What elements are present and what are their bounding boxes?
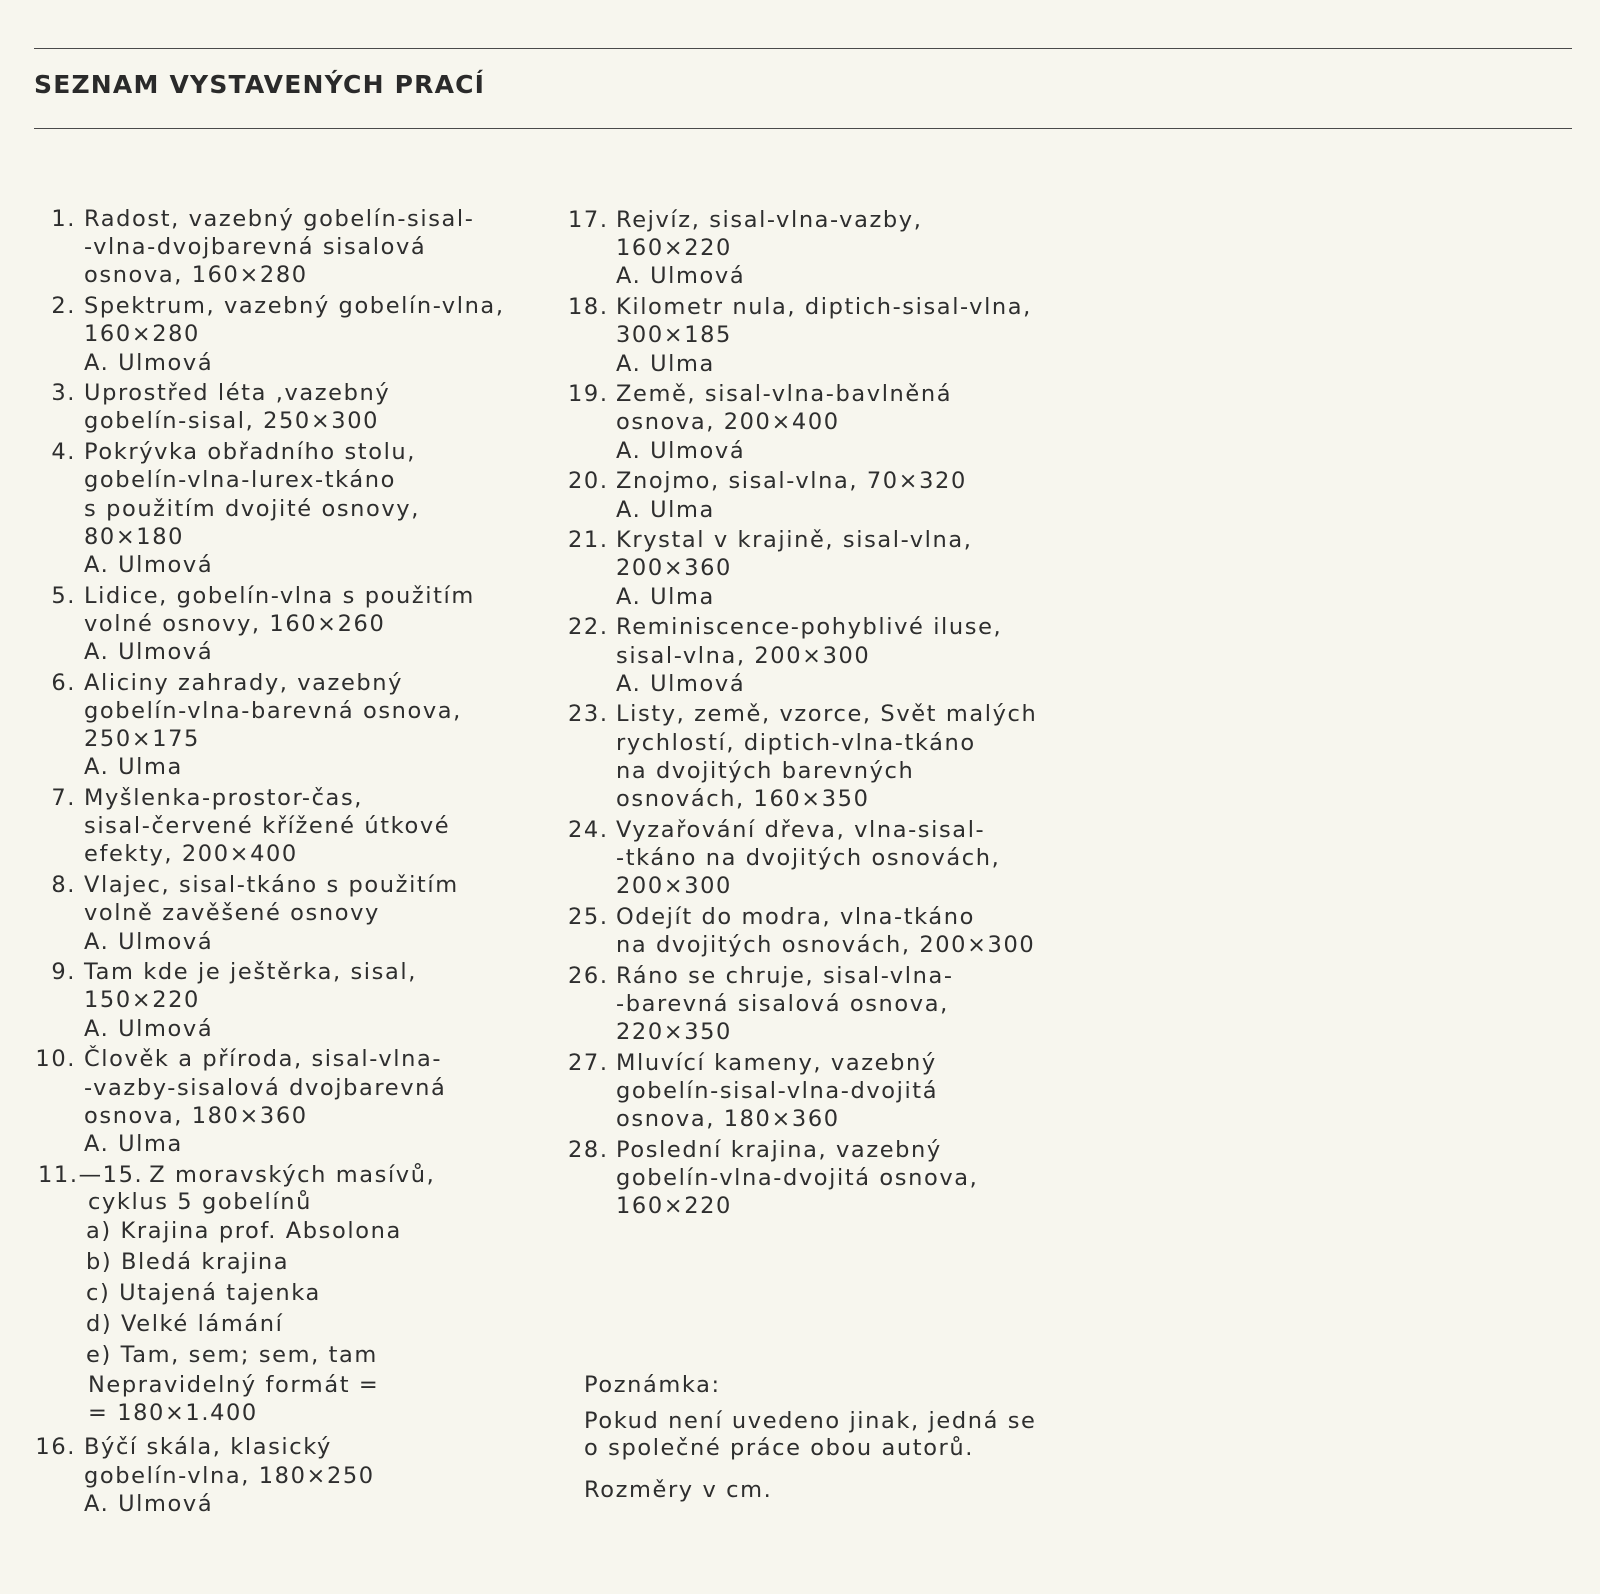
item-line: osnovách, 160×350 [616, 786, 870, 813]
item-line: Člověk a příroda, sisal-vlna- [84, 1046, 443, 1073]
item-line: na dvojitých barevných [616, 757, 915, 784]
note-text: o společné práce obou autorů. [584, 1435, 975, 1461]
item-number: 28. [568, 1137, 609, 1163]
top-rule [34, 48, 1572, 49]
item-line: Lidice, gobelín-vlna s použitím [84, 582, 475, 609]
item-line: 160×220 [616, 235, 732, 262]
item-line: volné osnovy, 160×260 [84, 610, 386, 637]
item-line: sisal-vlna, 200×300 [616, 642, 871, 669]
item-line: cyklus 5 gobelínů [88, 1189, 312, 1216]
item-line: 150×220 [84, 987, 200, 1014]
item-text [616, 816, 1038, 901]
item-line: efekty, 200×400 [84, 841, 298, 868]
item-line: -vlna-dvojbarevná sisalová [84, 234, 427, 261]
item-text [616, 206, 1038, 291]
item-text [616, 700, 1038, 813]
item-text [84, 292, 534, 377]
item-line: A. Ulmová [84, 551, 214, 578]
item-text [84, 784, 534, 869]
item-text [616, 962, 1038, 1047]
item-number: 21. [568, 527, 609, 554]
item-line: A. Ulma [84, 1131, 183, 1157]
item-line: sisal-červené křížené útkové [84, 813, 451, 840]
item-line: Radost, vazebný gobelín-sisal- [84, 206, 475, 232]
item-line: Země, sisal-vlna-bavlněná [616, 381, 953, 408]
note-heading: Poznámka: [584, 1372, 721, 1398]
item-line: Reminiscence-pohyblivé iluse, [616, 614, 1003, 641]
cycle-sub-item: b) Bledá krajina [86, 1249, 290, 1276]
item-number: 24. [568, 816, 609, 843]
item-line: Rejvíz, sisal-vlna-vazby, [616, 207, 923, 233]
item-number: 4. [51, 439, 76, 466]
list-item [34, 582, 534, 667]
cycle-format: = 180×1.400 [88, 1400, 258, 1427]
dimensions-note: Rozměry v cm. [584, 1476, 773, 1503]
title-underline [34, 128, 1572, 129]
list-item [568, 613, 1038, 698]
list-item [34, 438, 534, 579]
item-line: Z moravských masívů, [149, 1161, 436, 1188]
item-line: gobelín-vlna-barevná osnova, [84, 697, 462, 724]
item-line: -tkáno na dvojitých osnovách, [616, 844, 1001, 871]
item-line: Odejít do modra, vlna-tkáno [616, 903, 976, 930]
note-block [584, 1372, 1036, 1504]
item-text [84, 669, 534, 782]
item-line: A. Ulmová [616, 670, 746, 697]
item-text [84, 958, 534, 1043]
item-text [84, 438, 534, 579]
item-line: Listy, země, vzorce, Svět malých [616, 701, 1038, 728]
item-text [616, 293, 1038, 378]
item-line: Býčí skála, klasický [84, 1434, 332, 1461]
item-line: 80×180 [84, 523, 185, 550]
item-text [616, 467, 1038, 523]
item-text [84, 1433, 534, 1518]
left-column [34, 205, 534, 1521]
item-text [84, 1045, 534, 1158]
item-line: gobelín-sisal, 250×300 [84, 408, 380, 435]
item-number: 9. [51, 959, 76, 986]
item-line: osnova, 160×280 [84, 262, 308, 289]
item-text [616, 526, 1038, 611]
item-line: 200×360 [616, 555, 732, 582]
item-line: 160×280 [84, 321, 200, 348]
item-line: A. Ulmová [84, 928, 214, 955]
item-text [616, 613, 1038, 698]
item-line: osnova, 180×360 [84, 1102, 308, 1129]
item-number: 16. [35, 1434, 76, 1461]
item-number: 23. [568, 701, 609, 728]
item-line: A. Ulma [616, 583, 715, 610]
item-line: volně zavěšené osnovy [84, 900, 380, 927]
item-line: osnova, 180×360 [616, 1106, 840, 1133]
list-item [568, 1049, 1038, 1134]
list-item [34, 958, 534, 1043]
item-number: 25. [568, 903, 609, 930]
list-item [568, 1136, 1038, 1221]
list-item-cycle [34, 1161, 534, 1189]
item-line: A. Ulma [616, 350, 715, 377]
cycle-details [88, 1188, 534, 1427]
list-item [34, 871, 534, 956]
cycle-sub-item: c) Utajená tajenka [86, 1280, 321, 1307]
item-line: A. Ulmová [84, 349, 214, 376]
item-line: Aliciny zahrady, vazebný [84, 669, 404, 696]
item-number: 19. [568, 381, 609, 408]
item-line: Uprostřed léta ,vazebný [84, 380, 391, 407]
item-text [84, 871, 534, 956]
cycle-format: Nepravidelný formát = [88, 1372, 380, 1399]
item-line: Vyzařování dřeva, vlna-sisal- [616, 816, 986, 843]
list-item [568, 816, 1038, 901]
list-item [34, 205, 534, 290]
item-line: Ráno se chruje, sisal-vlna- [616, 962, 954, 989]
item-number: 11.—15. [38, 1161, 144, 1188]
item-line: 220×350 [616, 1019, 732, 1046]
item-line: A. Ulmová [84, 1015, 214, 1042]
item-line: Mluvící kameny, vazebný [616, 1049, 937, 1076]
item-text [84, 205, 534, 290]
item-text [616, 1049, 1038, 1134]
item-number: 7. [51, 785, 76, 812]
works-list-right [568, 206, 1038, 1223]
item-text [616, 1136, 1038, 1221]
item-number: 27. [568, 1049, 609, 1076]
item-line: gobelín-sisal-vlna-dvojitá [616, 1078, 939, 1105]
item-number: 6. [51, 669, 76, 696]
list-item [34, 1433, 534, 1518]
list-item [34, 669, 534, 782]
item-text [616, 903, 1038, 959]
item-line: A. Ulmová [616, 263, 746, 290]
list-item [568, 467, 1038, 523]
item-number: 20. [568, 468, 609, 495]
item-number: 5. [51, 582, 76, 609]
item-number: 3. [51, 380, 76, 407]
list-item [568, 526, 1038, 611]
item-line: s použitím dvojité osnovy, [84, 495, 420, 522]
item-line: rychlostí, diptich-vlna-tkáno [616, 729, 976, 756]
list-item [568, 903, 1038, 959]
item-line: A. Ulmová [84, 1490, 214, 1517]
note-text: Pokud není uvedeno jinak, jedná se [584, 1407, 1037, 1434]
page-title: SEZNAM VYSTAVENÝCH PRACÍ [34, 70, 486, 99]
list-item [34, 292, 534, 377]
list-item [568, 206, 1038, 291]
list-item [34, 1045, 534, 1158]
list-item [568, 293, 1038, 378]
item-number: 17. [568, 207, 609, 233]
item-line: Krystal v krajině, sisal-vlna, [616, 527, 973, 554]
list-item [568, 962, 1038, 1047]
item-line: Spektrum, vazebný gobelín-vlna, [84, 293, 505, 320]
item-number: 10. [35, 1046, 76, 1073]
works-list-left [34, 205, 534, 1158]
item-number: 2. [51, 293, 76, 320]
list-item [568, 380, 1038, 465]
item-line: Myšlenka-prostor-čas, [84, 785, 364, 812]
list-item [34, 784, 534, 869]
item-line: osnova, 200×400 [616, 409, 840, 436]
item-line: gobelín-vlna-dvojitá osnova, [616, 1165, 979, 1192]
cycle-sub-item: e) Tam, sem; sem, tam [86, 1342, 378, 1369]
cycle-sub-item: a) Krajina prof. Absolona [86, 1218, 402, 1245]
item-line: 200×300 [616, 873, 732, 900]
list-item [568, 700, 1038, 813]
item-line: A. Ulma [616, 496, 715, 523]
item-line: -barevná sisalová osnova, [616, 990, 949, 1017]
item-number: 18. [568, 294, 609, 321]
item-line: 160×220 [616, 1193, 732, 1220]
item-line: Znojmo, sisal-vlna, 70×320 [616, 468, 967, 495]
item-number: 1. [51, 206, 76, 232]
item-text [84, 582, 534, 667]
item-line: 250×175 [84, 726, 200, 753]
item-line: A. Ulmová [84, 639, 214, 666]
item-text [84, 379, 534, 435]
item-line: gobelín-vlna, 180×250 [84, 1462, 375, 1489]
item-line: Kilometr nula, diptich-sisal-vlna, [616, 294, 1032, 321]
item-number: 8. [51, 872, 76, 899]
item-line: Pokrývka obřadního stolu, [84, 439, 417, 466]
item-line: Tam kde je ještěrka, sisal, [84, 959, 417, 986]
item-line: Poslední krajina, vazebný [616, 1137, 942, 1163]
item-line: A. Ulmová [616, 437, 746, 464]
item-line: A. Ulma [84, 754, 183, 781]
item-line: -vazby-sisalová dvojbarevná [84, 1074, 447, 1101]
item-text [616, 380, 1038, 465]
item-line: na dvojitých osnovách, 200×300 [616, 932, 1036, 959]
list-item [34, 379, 534, 435]
item-line: gobelín-vlna-lurex-tkáno [84, 467, 397, 494]
item-number: 26. [568, 962, 609, 989]
item-line: Vlajec, sisal-tkáno s použitím [84, 872, 459, 899]
cycle-sub-item: d) Velké lámání [86, 1311, 284, 1338]
item-number: 22. [568, 614, 609, 641]
item-text [149, 1161, 534, 1189]
item-line: 300×185 [616, 322, 732, 349]
